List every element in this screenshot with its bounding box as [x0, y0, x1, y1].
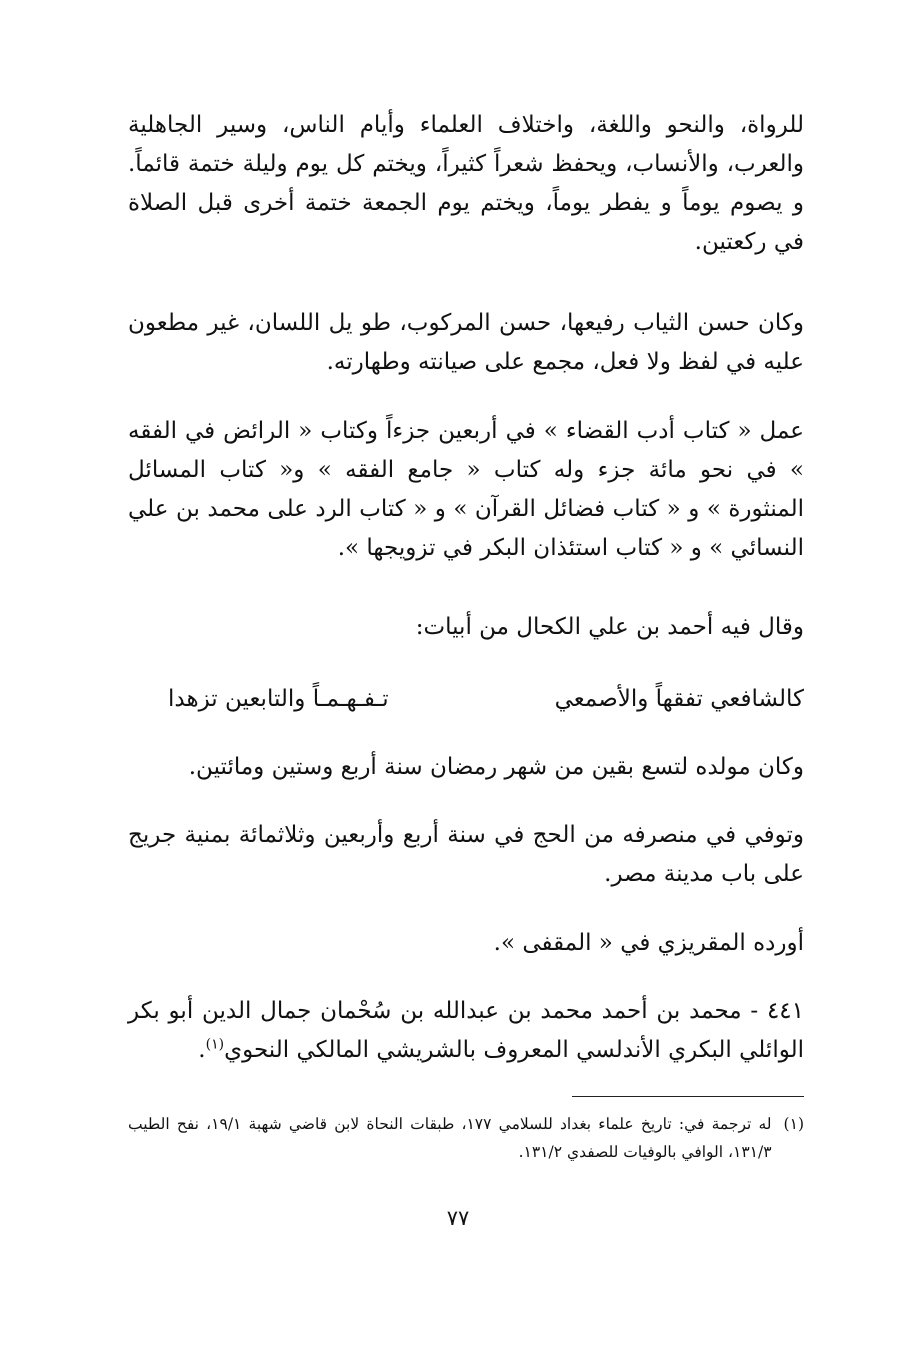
paragraph-1: للرواة، والنحو واللغة، واختلاف العلماء وأيام الناس، وسير الجاهلية والعرب، والأنساب، ويحفظ شعراً كثيراً، ويختم كل يوم وليلة ختمة قائماً. و يصوم يوماً و يفطر يوماً، ويختم يوم الجمعة ختمة أخرى قبل الصلاة في ركعتين. [128, 112, 804, 255]
poetry-verse [168, 680, 804, 719]
verse-first-hemistich: كالشافعي تفقهاً والأصمعي [554, 686, 804, 712]
paragraph-2: وكان حسن الثياب رفيعها، حسن المركوب، طو يل اللسان، غير مطعون عليه في لفظ ولا فعل، مجمع على صيانته وطهارته. [128, 310, 804, 375]
entry-end-punct: . [198, 1037, 206, 1063]
page-number: ٧٧ [446, 1206, 470, 1230]
paragraph-4-verse-intro: وقال فيه أحمد بن علي الكحال من أبيات: [415, 614, 804, 640]
footnote-divider [572, 1096, 804, 1097]
paragraph-source: أورده المقريزي في « المقفى ». [493, 930, 804, 956]
paragraph-death: وتوفي في منصرفه من الحج في سنة أربع وأربعين وثلاثمائة بمنية جريج على باب مدينة مصر. [128, 822, 804, 887]
footnote-reference: (١) [205, 1036, 225, 1053]
footnote [128, 1110, 804, 1166]
verse-second-hemistich: تـفـهـمـاً والتابعين تزهدا [168, 686, 389, 712]
paragraph-3-works: عمل « كتاب أدب القضاء » في أربعين جزءاً وكتاب « الرائض في الفقه » في نحو مائة جزء وله كتاب « جامع الفقه » و« كتاب المسائل المنثورة » و « كتاب فضائل القرآن » و « كتاب الرد على محمد بن علي النسائي » و « كتاب استئذان البكر في تزويجها ». [128, 418, 804, 561]
entry-441 [128, 992, 804, 1070]
entry-text: ٤٤١ - محمد بن أحمد محمد بن عبدالله بن سُحْمان جمال الدين أبو بكر الوائلي البكري الأندلسي المعروف بالشريشي المالكي النحوي [128, 998, 804, 1063]
footnote-marker: (١) [783, 1115, 804, 1133]
footnote-text: له ترجمة في: تاريخ علماء بغداد للسلامي ١٧٧، طبقات النحاة لابن قاضي شهبة ١٩/١، نفح الطيب ١٣١/٣، الوافي بالوفيات للصفدي ١٣١/٢. [128, 1115, 772, 1161]
paragraph-birth: وكان مولده لتسع بقين من شهر رمضان سنة أربع وستين ومائتين. [188, 754, 804, 780]
